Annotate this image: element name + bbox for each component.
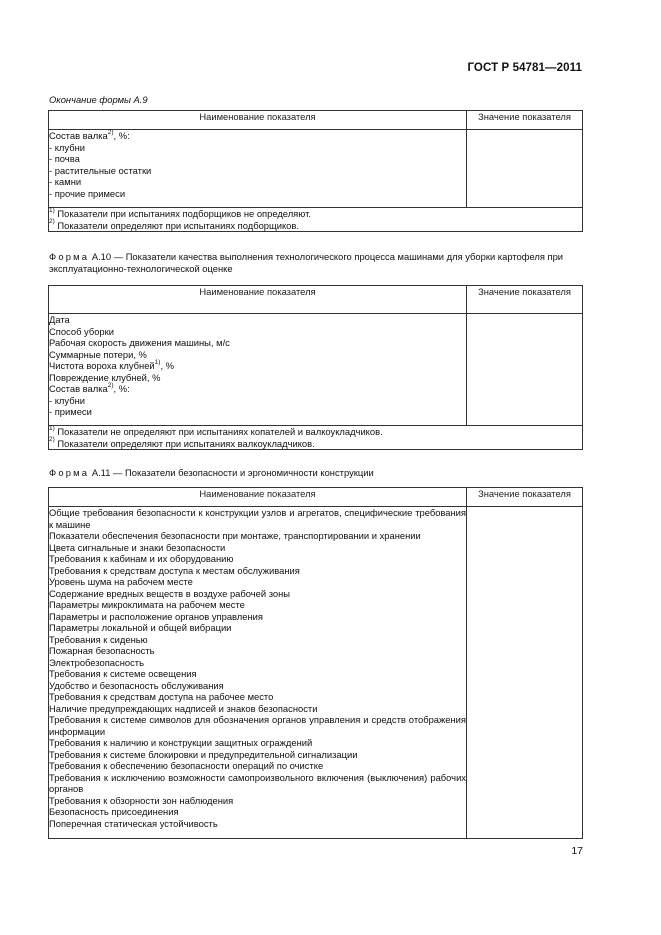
footnote: $^{2)}$ Показатели определяют при испытаниях валкоукладчиков. [49,436,315,449]
indicator-item: Уровень шума на рабочем месте [49,576,193,587]
indicator-item: Требования к системе освещения [49,668,197,679]
form-a9-caption: Окончание формы А.9 [49,94,148,105]
indicator-item: Общие требования безопасности к конструкции узлов и агрегатов, специфические требования к машине [49,507,466,530]
indicator-item: - клубни [49,394,85,406]
form-title: А.11 — Показатели безопасности и эргономичности конструкции [89,467,374,478]
indicator-item: - камни [49,176,82,187]
value-cell [467,314,583,426]
value-cell [467,130,583,208]
indicator-item: Показатели обеспечения безопасности при монтаже, транспортировании и хранении [49,530,421,541]
indicator-item: Требования к средствам доступа на рабочее место [49,691,274,702]
footnote-marker: 2) [49,218,55,226]
table-notes [49,208,583,232]
column-header-value: Значение показателя [467,111,583,130]
indicator-item: Параметры микроклимата на рабочем месте [49,599,245,610]
form-a9-table [48,110,583,232]
form-label: Форма [49,467,90,478]
indicator-item: Требования к исключению возможности самопроизвольного включения (выключения) рабочих органов [49,771,466,794]
value-cell [467,507,583,839]
indicator-list [49,314,467,426]
column-header-value: Значение показателя [467,488,583,507]
indicator-item: Чистота вороха клубней$^{1)}$, % [49,358,174,371]
indicator-list [49,130,467,208]
indicator-item: Цвета сигнальные и знаки безопасности [49,541,226,553]
indicator-item: - прочие примеси [49,187,126,199]
form-label: Форма [49,251,90,262]
indicator-item: Поперечная статическая устойчивость [49,817,218,829]
footnote-marker: 1) [49,424,55,432]
footnote-marker: 2) [49,436,55,444]
indicator-item: Безопасность присоединения [49,806,179,817]
column-header-name: Наименование показателя [49,286,467,314]
form-a11-table [48,487,583,839]
footnote-marker: 1) [154,358,161,366]
footnote-marker: 2) [107,381,114,389]
indicator-item: Состав валка$^{2)}$, %: [49,381,130,394]
indicator-item: Рабочая скорость движения машины, м/с [49,337,230,348]
form-a10-table [48,285,583,450]
footnote: $^{1)}$ Показатели при испытаниях подборщиков не определяют. [49,206,311,219]
indicator-item: Требования к наличию и конструкции защитных ограждений [49,737,313,748]
indicator-item: Дата [49,314,70,325]
form-a10-caption [49,251,583,274]
indicator-item: Содержание вредных веществ в воздухе рабочей зоны [49,587,291,599]
standard-code: ГОСТ Р 54781—2011 [467,62,582,74]
column-header-value: Значение показателя [467,286,583,314]
indicator-item: Требования к обеспечению безопасности операций по очистке [49,760,324,771]
indicator-item: Требования к сиденью [49,633,148,645]
form-title: А.10 — Показатели качества выполнения технологического процесса машинами для уборки картофеля при эксплуатационно-технологической оценке [49,251,564,274]
indicator-item: Электробезопасность [49,656,144,668]
indicator-item: Повреждение клубней, % [49,371,161,383]
indicator-item: - растительные остатки [49,164,152,176]
footnote: $^{1)}$ Показатели не определяют при испытаниях копателей и валкоукладчиков. [49,424,383,437]
indicator-item: Требования к кабинам и их оборудованию [49,553,234,564]
indicator-item: Требования к системе символов для обозначения органов управления и средств отображения информации [49,714,466,737]
indicator-list [49,507,467,839]
footnote: $^{2)}$ Показатели определяют при испытаниях подборщиков. [49,218,299,231]
form-a11-caption [49,467,374,479]
column-header-name: Наименование показателя [49,111,467,130]
indicator-item: Способ уборки [49,325,114,337]
page-number: 17 [571,845,583,857]
indicator-item: Удобство и безопасность обслуживания [49,679,224,691]
indicator-item: Требования к системе блокировки и предупредительной сигнализации [49,748,358,760]
footnote-marker: 2) [107,128,114,136]
indicator-item: Пожарная безопасность [49,645,155,656]
indicator-item: Состав валка$^{2)}$, %: [49,128,130,141]
indicator-item: Требования к средствам доступа к местам обслуживания [49,564,300,576]
indicator-item: Параметры и расположение органов управления [49,610,263,622]
indicator-item: Параметры локальной и общей вибрации [49,622,232,633]
indicator-item: Суммарные потери, % [49,348,147,360]
indicator-item: Наличие предупреждающих надписей и знаков безопасности [49,702,318,714]
table-notes [49,426,583,450]
indicator-item: Требования к обзорности зон наблюдения [49,794,234,806]
indicator-item: - клубни [49,141,85,153]
indicator-item: - примеси [49,406,92,417]
indicator-item: - почва [49,153,80,164]
footnote-marker: 1) [49,206,55,214]
column-header-name: Наименование показателя [49,488,467,507]
